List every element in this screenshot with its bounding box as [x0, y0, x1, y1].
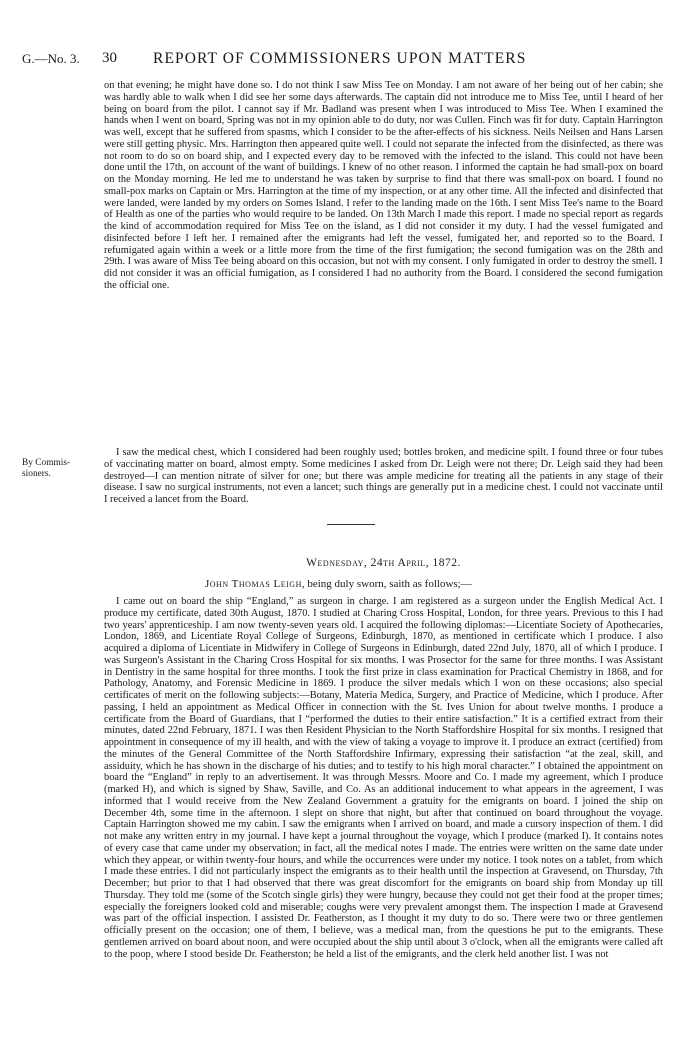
date-heading: Wednesday, 24th April, 1872. [306, 557, 461, 569]
margin-note: By Commis-sioners. [22, 458, 71, 480]
section-divider [327, 524, 375, 525]
witness-line [205, 578, 472, 590]
paragraph-testimony-continued: on that evening; he might have done so. I do not think I saw Miss Tee on Monday. I am not aware of her being out of her cabin; she was hardly able to walk when I did see her some days afterwards. The captain did not introduce me to Miss Tee, until I heard of her being on board from the pilot. I cannot say if Mr. Badland was present when I was introduced to Miss Tee. When I examined the hands when I went on board, Spring was not in my opinion able to do duty, nor was Cullen. Finch was fit for duty. Captain Harrington was well, except that he suffered from spasms, which I consider to be the after-effects of his sickness. Neils Neilsen and Hans Larsen were still getting physic. Mrs. Harrington then appeared quite well. I could not separate the infected from the disinfected, as there was not room to do so on board ship, and I expected every day to be removed with the infected to the island. This could not have been done until the 17th, on account of the want of buildings. I knew of no other reason. I informed the captain he had small-pox on board on the Monday morning. He led me to understand he was taken by surprise to find that there was small-pox on board. I found no small-pox marks on Captain or Mrs. Harrington at the time of my inspection, or at any other time. All the infected and disinfected that were landed, were landed by my orders on Somes Island. I refer to the landing made on the 16th. I sent Miss Tee's name to the Board of Health as one of the parties who would require to be landed. On 13th March I made this report. I made no special report as regards the kind of accommodation required for Miss Tee on the island, as I did not consider it my duty. I had the vessel fumigated and disinfected before I left her. I remained after the emigrants had left the vessel, fumigated her, and reported so to the Board. I refumigated again within a week or a little more from the time of the first fumigation; the second fumigation was on the 28th and 29th. I was aware of Miss Tee being aboard on this occasion, but not with my consent. I only fumigated in order to destroy the smell. I did not consider it was an official fumigation, as I considered I had no authority from the Board. I considered the second fumigation the official one. [104, 80, 663, 291]
running-title: REPORT OF COMMISSIONERS UPON MATTERS [153, 50, 527, 67]
page-number: 30 [102, 50, 117, 66]
witness-name: John Thomas Leigh [205, 578, 302, 590]
document-code: G.—No. 3. [22, 51, 80, 66]
paragraph-leigh-testimony: I came out on board the ship “England,” as surgeon in charge. I am registered as a surgeon under the English Medical Act. I produce my certificate, dated 30th August, 1870. I studied at Charing Cross Hospital, London, for three years. Previous to this I had two years' apprenticeship. I am now twenty-seven years old. I acquired the following diplomas:—Licentiate Society of Apothecaries, London, 1869, and Licentiate Royal College of Surgeons, Edinburgh, 1870, as mentioned in certificate which I produce. I also acquired a diploma of Licentiate in Midwifery in College of Surgeons in Edinburgh, dated 22nd July, 1870, all of which I produce. I was Surgeon's Assistant in the Charing Cross Hospital for six months. I was Prosector for the same for three months. I was Assistant in Dentistry in the same hospital for three months. I took the first prize in class examination for Practical Chemistry in 1868, and for Pathology, Anatomy, and Forensic Medicine in 1869. I produce the silver medals which I won on these occasions; also special certificates of merit on the following subjects:—Botany, Materia Medica, Surgery, and Practice of Medicine, which I produce. After passing, I held an appointment as Medical Officer in connection with the St. Ives Union for about twelve months. I produce a certificate from the Board of Guardians, that I “performed the duties to their entire satisfaction.” It is a certified extract from their minutes, dated 22nd February, 1871. I was then Resident Physician to the North Staffordshire Hospital for six months. I resigned that appointment in consequence of my ill health, and with the view of taking a voyage to improve it. I produce an extract (certified) from the minutes of the General Committee of the North Staffordshire Infirmary, expressing their satisfaction “at the zeal, skill, and assiduity, which he has shown in the discharge of his duties; and to testify to his high moral character.” I obtained the appointment on board the “England” in reply to an advertisement. It was through Messrs. Moore and Co. I made my agreement, which I produce (marked H), and which is signed by Shaw, Saville, and Co. As an additional inducement to what appears in the agreement, I was informed that I would receive from the New Zealand Government a gratuity for the emigrants on board. I joined the ship on December 4th, some time in the afternoon. I slept on shore that night, but after that continued on board throughout the voyage. Captain Harrington showed me my cabin. I saw the emigrants when I arrived on board, and made a cursory inspection of them. I did not make any written entry in my journal. I have kept a journal throughout the voyage, which I produce (marked I). It contains notes of every case that came under my observation; in fact, all the medical notes I made. The entries were written on the same date under which they appear, or within twenty-four hours, and while the occurrences were under my notice. I took notes on a tablet, from which I made these entries. I did not particularly inspect the emigrants as to their health until the inspection at Gravesend, on Thursday, 7th December; but prior to that I had observed that there was great discomfort for the emigrants on board ship from Monday up till Thursday. They told me (some of the Scotch single girls) they were hungry, because they could not get their food at the proper times; especially the foreigners looked cold and miserable; coughs were very prevalent amongst them. The inspection I made at Gravesend was part of the official inspection. I assisted Dr. Featherston, as I thought it my duty to do so. There were two or three gentlemen officially present on the occasion; one of them, I believe, was a medical man, from the questions he put to the emigrants. These gentlemen arrived on board about noon, and were occupied about the ship until about 3 o'clock, when all the emigrants were called aft to the poop, where I stood beside Dr. Featherston; he held a list of the emigrants, and the clerk held another list. I was not [104, 596, 663, 960]
page-header [22, 49, 676, 71]
witness-statement: , being duly sworn, saith as follows;— [301, 578, 472, 590]
paragraph-medical-chest: I saw the medical chest, which I considered had been roughly used; bottles broken, and medicine spilt. I found three or four tubes of vaccinating matter on board, almost empty. Some medicines I asked from Dr. Leigh were not there; Dr. Leigh said they had been destroyed—I can mention nitrate of silver for one; but there was ample medicine for treating all the patients in any stage of their disease. I saw no surgical instruments, not even a lancet; such things are generally put in a medicine chest. I could not vaccinate until I received a lancet from the Board. [104, 447, 663, 505]
